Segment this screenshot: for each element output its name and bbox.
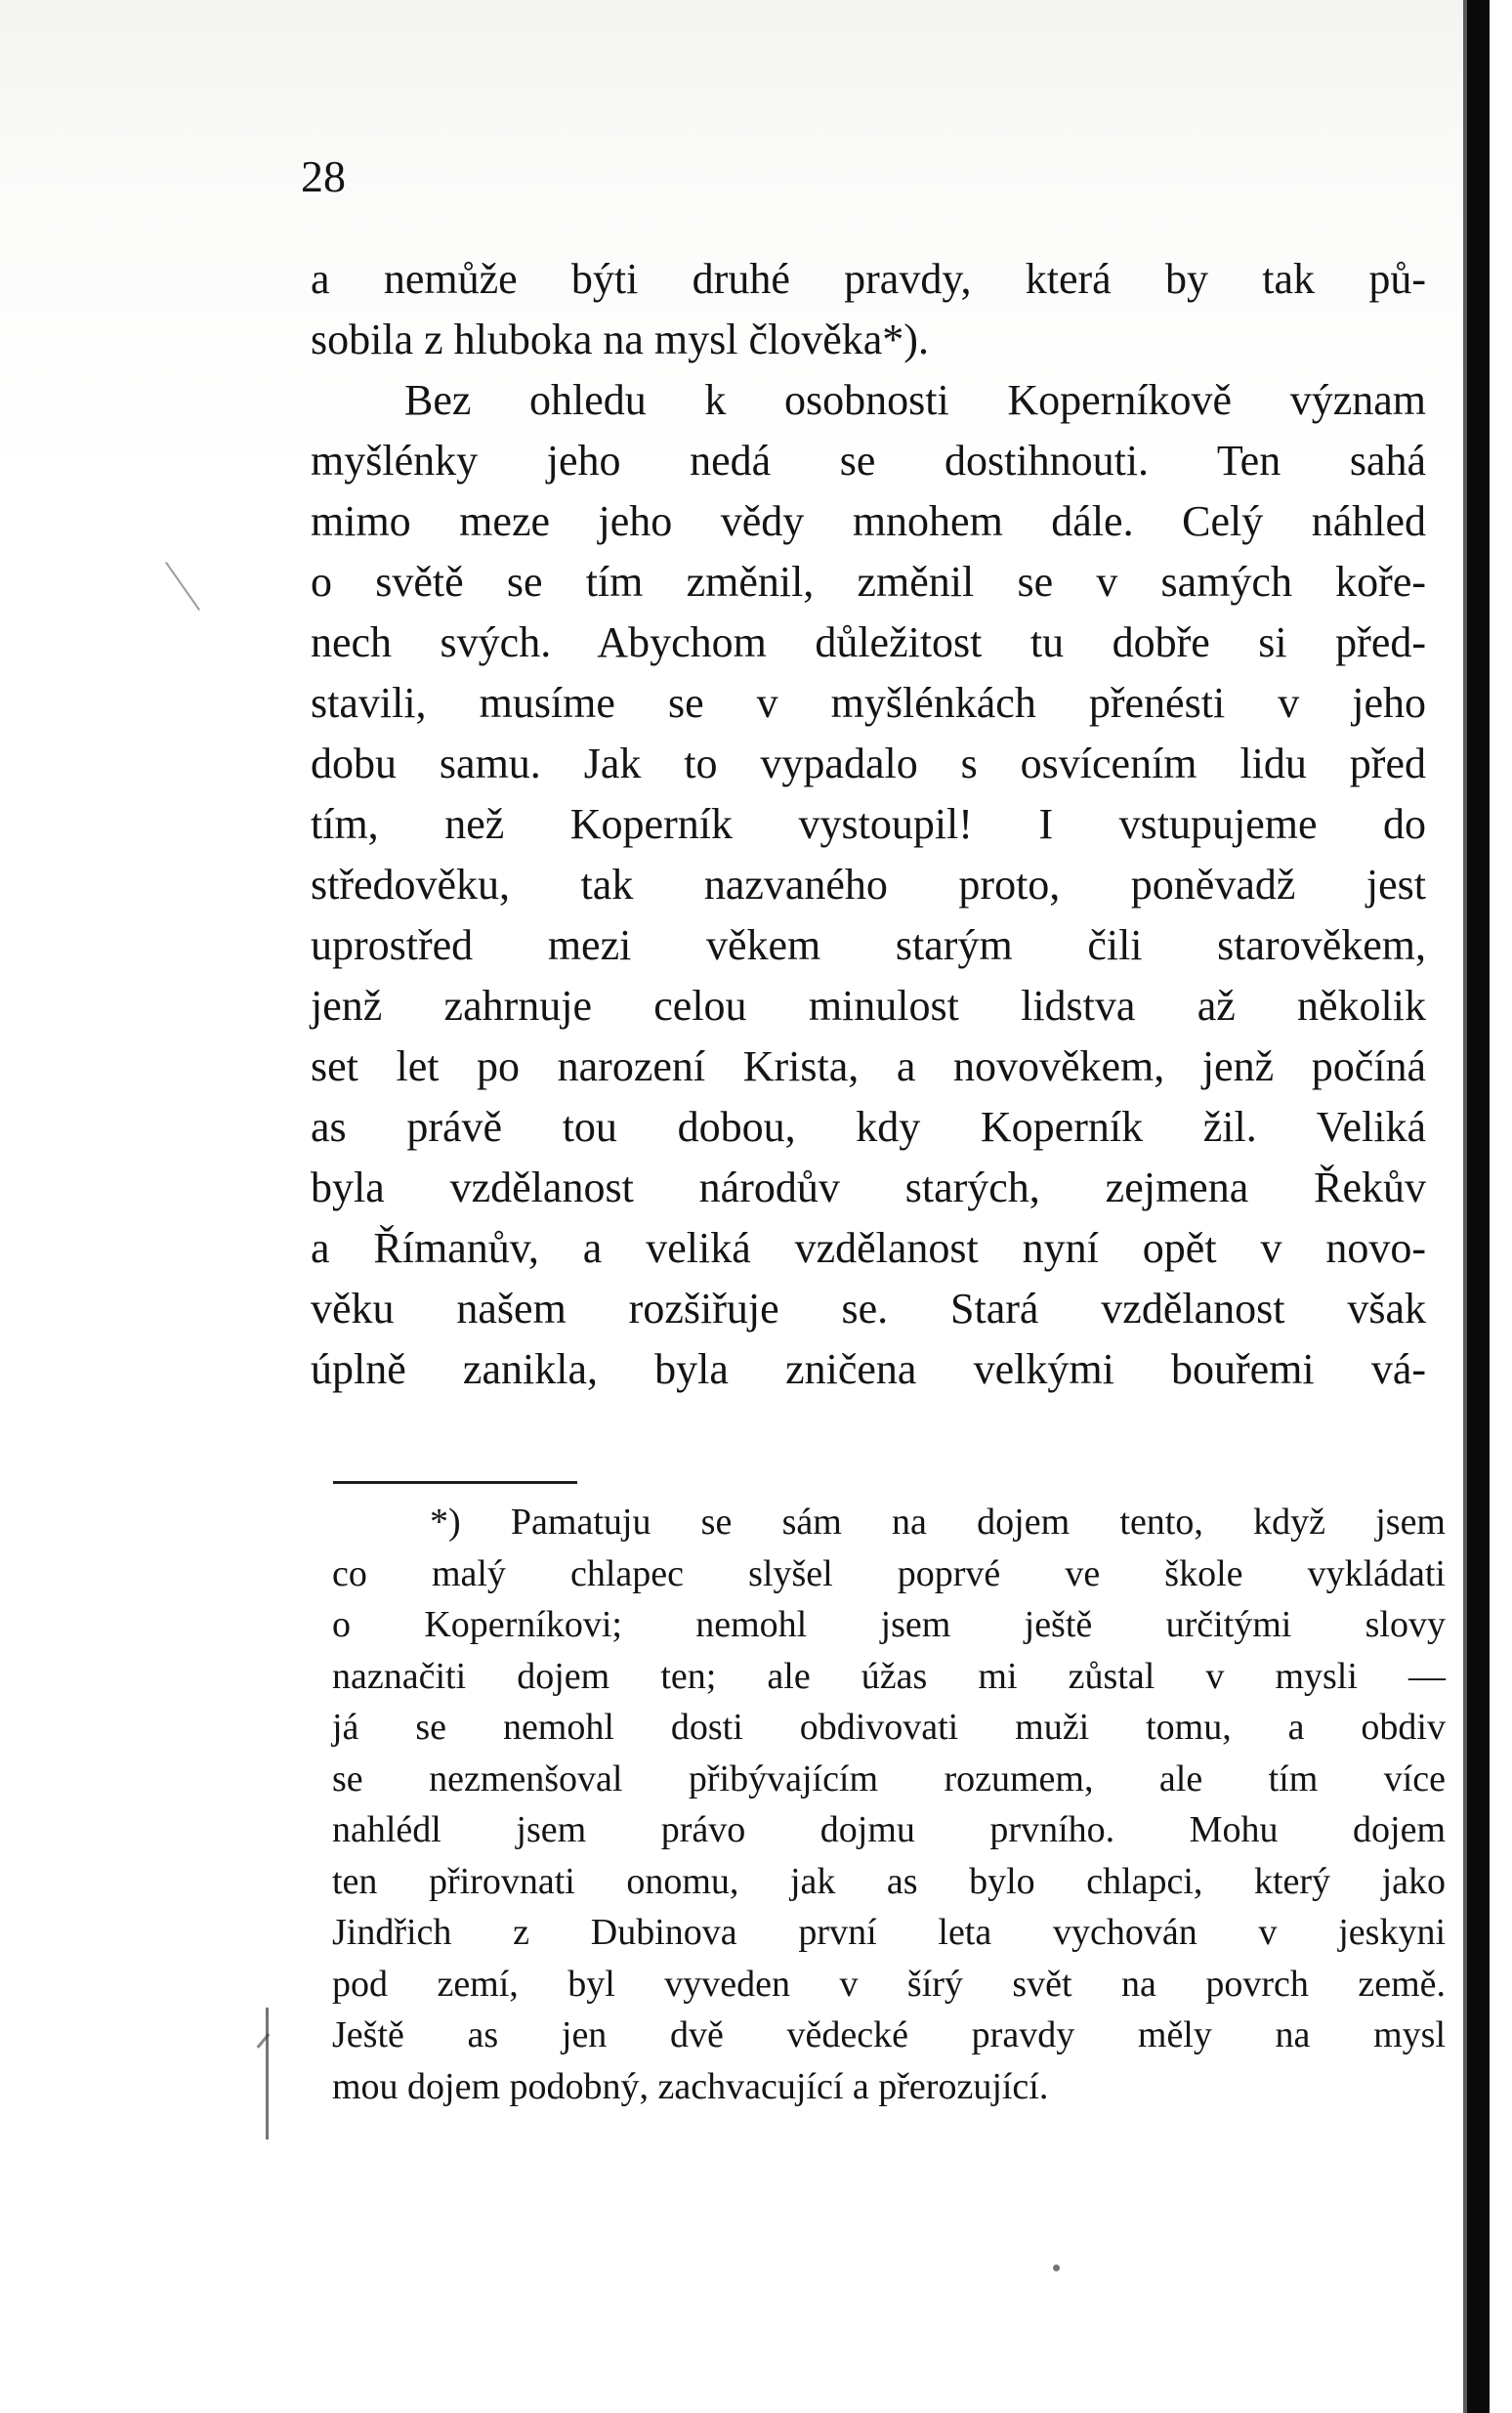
footnote-line: nahlédl jsem právo dojmu prvního. Mohu dojem	[332, 1809, 1446, 1850]
body-line: a nemůže býti druhé pravdy, která by tak pů-	[311, 255, 1426, 303]
body-line: sobila z hluboka na mysl člověka*).	[311, 316, 929, 363]
body-line: věku našem rozšiřuje se. Stará vzdělanost však	[311, 1285, 1426, 1333]
body-line: uprostřed mezi věkem starým čili starověkem,	[311, 921, 1426, 969]
footnote-line: Ještě as jen dvě vědecké pravdy měly na mysl	[332, 2014, 1446, 2055]
footnote-line: mou dojem podobný, zachvacující a přerozující.	[332, 2065, 1049, 2107]
page-number: 28	[301, 151, 346, 201]
body-line: nech svých. Abychom důležitost tu dobře si před-	[311, 618, 1426, 666]
body-text	[311, 249, 1426, 1400]
page-edge	[1467, 0, 1490, 2413]
footnote-line: naznačiti dojem ten; ale úžas mi zůstal v mysli —	[332, 1655, 1446, 1697]
body-line: myšlénky jeho nedá se dostihnouti. Ten sahá	[311, 437, 1426, 485]
body-line: jenž zahrnuje celou minulost lidstva až několik	[311, 982, 1426, 1030]
footnote-line: ten přirovnati onomu, jak as bylo chlapci, který jako	[332, 1860, 1446, 1902]
body-line: tím, než Koperník vystoupil! I vstupujeme do	[311, 800, 1426, 848]
footnote-line: *) Pamatuju se sám na dojem tento, když jsem	[430, 1502, 1446, 1543]
footnote-line: pod zemí, byl vyveden v šírý svět na povrch země.	[332, 1963, 1446, 2005]
footnote-line: já se nemohl dosti obdivovati muži tomu, a obdiv	[332, 1707, 1446, 1748]
body-line: dobu samu. Jak to vypadalo s osvícením lidu před	[311, 740, 1426, 787]
body-line: a Římanův, a veliká vzdělanost nyní opět v novo-	[311, 1224, 1426, 1272]
body-line: byla vzdělanost národův starých, zejmena Řekův	[311, 1164, 1426, 1211]
margin-pencil-mark	[266, 2008, 269, 2139]
body-line: úplně zanikla, byla zničena velkými bouřemi vá-	[311, 1345, 1426, 1393]
footnote-line: se nezmenšoval přibývajícím rozumem, ale tím více	[332, 1757, 1446, 1799]
footnote-line: o Koperníkovi; nemohl jsem ještě určitými slovy	[332, 1604, 1446, 1645]
footnote-line: Jindřich z Dubinova první leta vychován v jeskyni	[332, 1912, 1446, 1953]
body-line: as právě tou dobou, kdy Koperník žil. Veliká	[311, 1103, 1426, 1151]
margin-pencil-mark	[165, 562, 200, 611]
body-line: o světě se tím změnil, změnil se v samých koře-	[311, 558, 1426, 606]
body-line: Bez ohledu k osobnosti Koperníkově význam	[404, 376, 1426, 424]
body-line: stavili, musíme se v myšlénkách přenésti v jeho	[311, 679, 1426, 727]
body-line: středověku, tak nazvaného proto, poněvadž jest	[311, 861, 1426, 909]
footnote-line: co malý chlapec slyšel poprvé ve škole vykládati	[332, 1552, 1446, 1594]
body-line: set let po narození Krista, a novověkem, jenž počíná	[311, 1042, 1426, 1090]
body-line: mimo meze jeho vědy mnohem dále. Celý náhled	[311, 497, 1426, 545]
margin-pencil-mark	[1053, 2265, 1060, 2271]
footnote	[332, 1497, 1446, 2112]
footnote-divider	[333, 1481, 577, 1484]
